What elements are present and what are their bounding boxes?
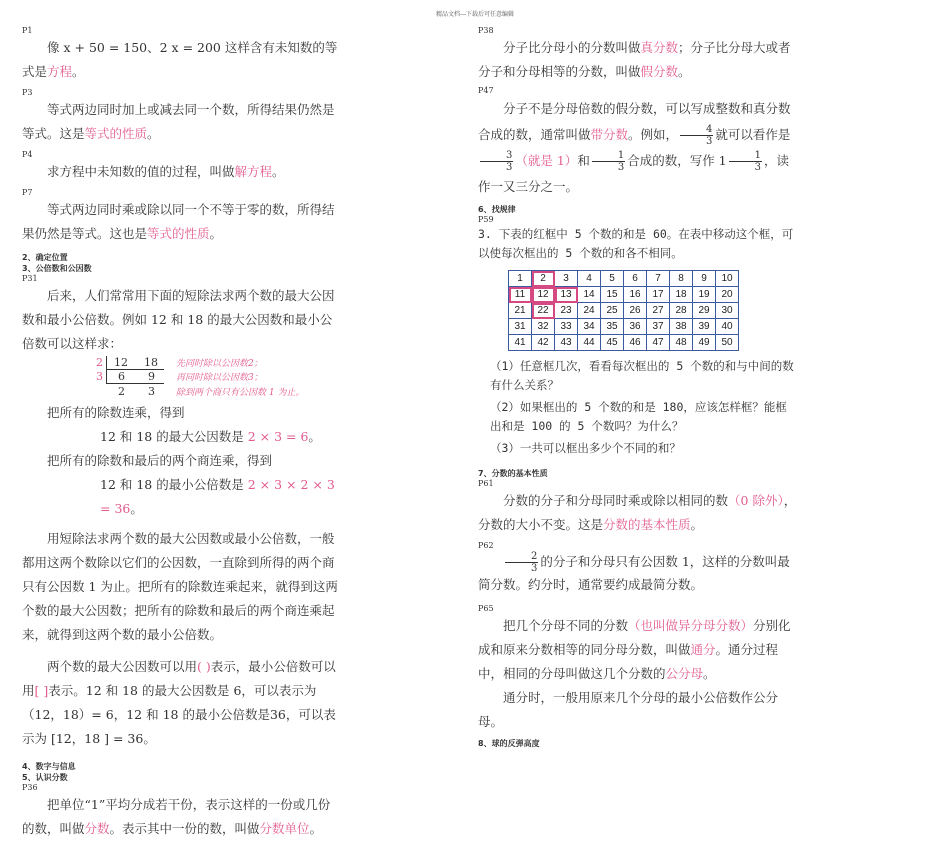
section-heading: 4、数字与信息 <box>22 762 76 771</box>
exercise-subquestion: （2）如果框出的 5 个数的和是 180，应该怎样框？能框出和是 100 的 5 个数吗？为什么？ <box>490 400 787 433</box>
grid-cell: 8 <box>670 271 693 287</box>
division-line <box>106 383 164 384</box>
division-line <box>106 369 164 370</box>
text-line: 12 和 18 的最小公倍数是 2 × 3 × 2 × 3 = 36。 <box>100 477 335 516</box>
grid-cell: 9 <box>693 271 716 287</box>
paragraph-mixed-number: 分子不是分母倍数的假分数，可以写成整数和真分数合成的数，通常叫做带分数。例如， $\frac{4}{3}$ 就可以看作是 $\frac{3}{3}$ （就是 1）和 $\frac{1}{3}$ 合成的数，写作 1 $\frac{1}{3}$ ，读作一又三分之一。 <box>478 101 791 194</box>
paragraph-short-division-rule: 用短除法求两个数的最大公因数或最小公倍数，一般都用这两个数除以它们的公因数，一直除到所得的两个商只有公因数 1 为止。把所有的除数连乘起来，就得到这两个数的最大公因数；把所有的除数和最后的两个商连乘起来，就得到这两个数的最小公倍数。 <box>22 531 338 642</box>
grid-cell: 1 <box>509 271 532 287</box>
grid-cell: 50 <box>716 335 739 351</box>
grid-cell: 44 <box>578 335 601 351</box>
grid-cell: 27 <box>647 303 670 319</box>
grid-cell: 29 <box>693 303 716 319</box>
grid-cell: 31 <box>509 319 532 335</box>
grid-cell: 2 <box>532 271 555 287</box>
grid-cell: 13 <box>555 287 578 303</box>
grid-cell: 21 <box>509 303 532 319</box>
paragraph-common-denominator: 把几个分母不同的分数（也叫做异分母分数）分别化成和原来分数相等的同分母分数，叫做通分。通分过程中，相同的分母叫做这几个分数的公分母。 <box>478 618 791 681</box>
section-heading: 5、认识分数 <box>22 773 68 782</box>
grid-cell: 38 <box>670 319 693 335</box>
grid-cell: 14 <box>578 287 601 303</box>
handwritten-note: 除到两个商只有公因数 1 为止。 <box>176 388 305 398</box>
grid-cell: 11 <box>509 287 532 303</box>
grid-cell: 41 <box>509 335 532 351</box>
exercise-question: 3. 下表的红框中 5 个数的和是 60。在表中移动这个框，可以使每次框出的 5 个数的和各不相同。 <box>478 227 794 260</box>
grid-cell: 46 <box>624 335 647 351</box>
grid-cell: 16 <box>624 287 647 303</box>
paragraph-proper-fraction: 分子比分母小的分数叫做真分数；分子比分母大或者分子和分母相等的分数，叫做假分数。 <box>478 40 791 79</box>
grid-cell: 6 <box>624 271 647 287</box>
grid-cell: 37 <box>647 319 670 335</box>
text-line: 12 和 18 的最大公因数是 2 × 3 = 6。 <box>100 429 321 444</box>
page-number: P62 <box>478 541 494 550</box>
grid-cell: 4 <box>578 271 601 287</box>
grid-cell: 32 <box>532 319 555 335</box>
number-cell: 3 <box>148 385 155 398</box>
page-number: P4 <box>22 150 33 159</box>
grid-cell: 33 <box>555 319 578 335</box>
paragraph-equality-property: 等式两边同时加上或减去同一个数，所得结果仍然是等式。这是等式的性质。 <box>22 102 335 141</box>
section-heading: 8、球的反弹高度 <box>478 739 540 748</box>
page-number: P61 <box>478 479 494 488</box>
grid-cell: 49 <box>693 335 716 351</box>
page-number: P36 <box>22 783 38 792</box>
fraction: $\frac{1}{3}$ <box>729 150 762 173</box>
number-cell: 6 <box>118 370 125 383</box>
paragraph-fraction-property: 分数的分子和分母同时乘或除以相同的数（0 除外），分数的大小不变。这是分数的基本性质。 <box>478 493 797 532</box>
number-cell: 18 <box>144 356 158 369</box>
number-grid <box>508 270 739 351</box>
right-column <box>478 26 798 749</box>
grid-cell: 18 <box>670 287 693 303</box>
grid-cell: 15 <box>601 287 624 303</box>
paragraph-solve-equation: 求方程中未知数的值的过程，叫做解方程。 <box>47 164 285 179</box>
grid-cell: 42 <box>532 335 555 351</box>
section-heading: 3、公倍数和公因数 <box>22 264 92 273</box>
grid-cell: 35 <box>601 319 624 335</box>
grid-cell: 30 <box>716 303 739 319</box>
left-column <box>22 26 340 841</box>
grid-cell: 3 <box>555 271 578 287</box>
grid-cell: 40 <box>716 319 739 335</box>
text-line: 把所有的除数和最后的两个商连乘，得到 <box>47 453 273 468</box>
grid-row <box>509 335 739 351</box>
paragraph-equation: 像 x + 50 = 150、2 x = 200 这样含有未知数的等式是方程。 <box>22 40 338 79</box>
divisor-2: 3 <box>96 370 103 383</box>
grid-row <box>509 287 739 303</box>
grid-cell: 22 <box>532 303 555 319</box>
page-number: P38 <box>478 26 494 35</box>
grid-cell: 26 <box>624 303 647 319</box>
paragraph-notation: 两个数的最大公因数可以用( )表示，最小公倍数可以用[ ]表示。12 和 18 的最大公因数是 6，可以表示为（12，18）= 6，12 和 18 的最小公倍数是36，可以表示为 [12，18 ] = 36。 <box>22 659 336 746</box>
grid-cell: 36 <box>624 319 647 335</box>
grid-cell: 39 <box>693 319 716 335</box>
grid-cell: 7 <box>647 271 670 287</box>
grid-cell: 19 <box>693 287 716 303</box>
number-cell: 2 <box>118 385 125 398</box>
paragraph-fraction-definition: 把单位“1”平均分成若干份，表示这样的一份或几份的数，叫做分数。表示其中一份的数，叫做分数单位。 <box>22 797 331 836</box>
divisor-1: 2 <box>96 356 103 369</box>
section-heading: 2、确定位置 <box>22 253 68 262</box>
exercise-subquestion: （1）任意框几次，看看每次框出的 5 个数的和与中间的数有什么关系？ <box>490 359 794 392</box>
handwritten-note: 先同时除以公因数2； <box>176 359 263 369</box>
grid-row <box>509 303 739 319</box>
grid-cell: 28 <box>670 303 693 319</box>
grid-cell: 48 <box>670 335 693 351</box>
page-number: P65 <box>478 604 494 613</box>
grid-cell: 34 <box>578 319 601 335</box>
paragraph-common-denominator-note: 通分时，一般用原来几个分母的最小公倍数作公分母。 <box>478 690 779 729</box>
grid-cell: 24 <box>578 303 601 319</box>
number-cell: 9 <box>148 370 155 383</box>
grid-cell: 45 <box>601 335 624 351</box>
number-cell: 12 <box>114 356 128 369</box>
page-number: P59 <box>478 215 494 224</box>
text-line: 把所有的除数连乘，得到 <box>47 405 185 420</box>
section-heading: 6、找规律 <box>478 205 516 214</box>
section-heading: 7、分数的基本性质 <box>478 469 548 478</box>
page-number: P3 <box>22 88 33 97</box>
fraction: $\frac{4}{3}$ <box>680 124 713 147</box>
grid-cell: 20 <box>716 287 739 303</box>
page-number: P31 <box>22 274 38 283</box>
division-bar <box>106 356 108 384</box>
fraction: $\frac{3}{3}$ <box>480 150 513 173</box>
page-number: P47 <box>478 86 494 95</box>
page-number: P1 <box>22 26 33 35</box>
grid-row <box>509 319 739 335</box>
grid-cell: 17 <box>647 287 670 303</box>
handwritten-note: 再同时除以公因数3； <box>176 373 263 383</box>
grid-cell: 43 <box>555 335 578 351</box>
grid-cell: 25 <box>601 303 624 319</box>
fraction: $\frac{1}{3}$ <box>592 150 625 173</box>
page-header: 精品文档---下载后可任意编辑 <box>435 11 515 18</box>
fraction: $\frac{2}{3}$ <box>505 551 538 574</box>
paragraph-equality-property-2: 等式两边同时乘或除以同一个不等于零的数，所得结果仍然是等式。这也是等式的性质。 <box>22 202 335 241</box>
short-division-diagram <box>96 356 340 398</box>
grid-cell: 12 <box>532 287 555 303</box>
paragraph-simplest-fraction: $\frac{2}{3}$ 的分子和分母只有公因数 1，这样的分数叫最简分数。约分时，通常要约成最简分数。 <box>478 551 790 592</box>
grid-cell: 23 <box>555 303 578 319</box>
grid-cell: 5 <box>601 271 624 287</box>
grid-cell: 10 <box>716 271 739 287</box>
paragraph-short-division-intro: 后来，人们常常用下面的短除法求两个数的最大公因数和最小公倍数。例如 12 和 18 的最大公因数和最小公倍数可以这样求： <box>22 288 335 351</box>
exercise-subquestion: （3）一共可以框出多少个不同的和？ <box>490 441 681 455</box>
grid-cell: 47 <box>647 335 670 351</box>
grid-row <box>509 271 739 287</box>
page-number: P7 <box>22 188 33 197</box>
